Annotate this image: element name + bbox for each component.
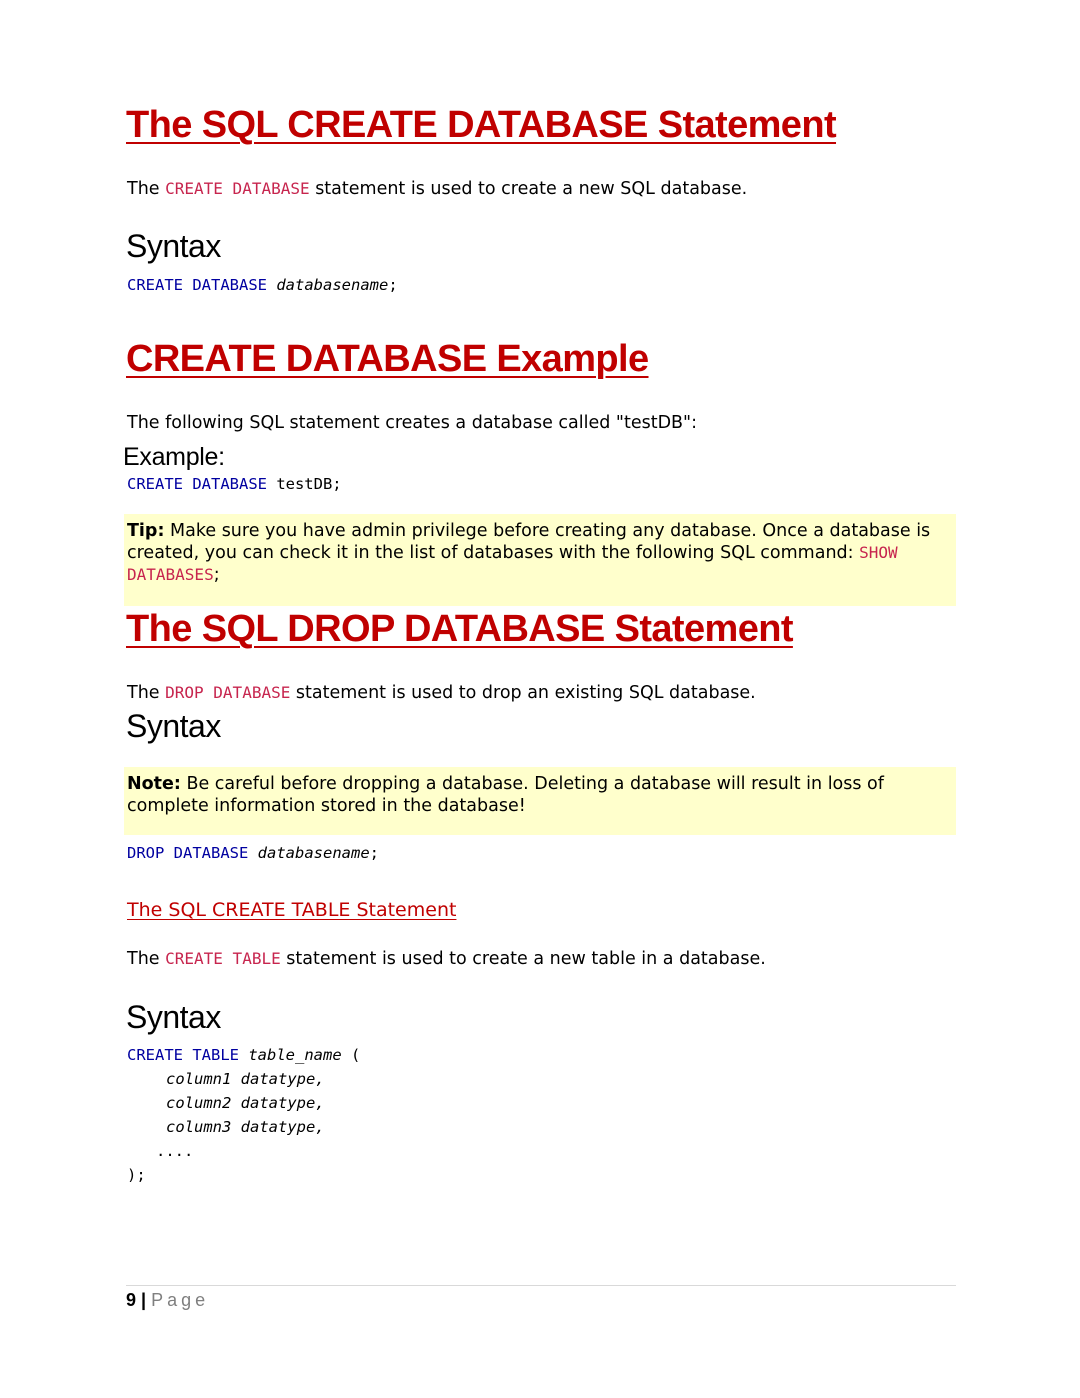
example-intro: The following SQL statement creates a database called "testDB": [127, 413, 698, 433]
syntax-label: Syntax [126, 708, 221, 744]
inline-code-keyword: DROP DATABASE [165, 683, 291, 702]
inline-code-keyword: SHOW [859, 543, 898, 562]
tip-label: Tip: [127, 521, 165, 541]
heading-create-table-link[interactable]: The SQL CREATE TABLE Statement [127, 899, 457, 921]
inline-code-keyword: CREATE DATABASE [165, 179, 310, 198]
code-drop-database: DROP DATABASE databasename; [127, 844, 379, 862]
inline-code-keyword: CREATE TABLE [165, 949, 281, 968]
example-label: Example: [123, 443, 225, 471]
code-create-table: CREATE TABLE table_name ( column1 datatype, column2 datatype, column3 datatype, .... ); [127, 1046, 361, 1184]
footer-divider [126, 1285, 956, 1286]
drop-database-intro: The DROP DATABASE statement is used to drop an existing SQL database. [127, 683, 756, 703]
create-database-intro: The CREATE DATABASE statement is used to create a new SQL database. [127, 179, 748, 199]
tip-box: Tip: Make sure you have admin privilege before creating any database. Once a database is created, you can check it in the list of databases with the following SQL command: SHOW DATABASES; [124, 514, 956, 606]
inline-code-keyword: DATABASES [127, 565, 214, 584]
syntax-label: Syntax [126, 999, 221, 1035]
code-create-testdb: CREATE DATABASE testDB; [127, 475, 342, 493]
page-footer: 9 | Page [126, 1290, 210, 1310]
create-table-intro: The CREATE TABLE statement is used to create a new table in a database. [127, 949, 766, 969]
heading-create-database: The SQL CREATE DATABASE Statement [126, 104, 837, 146]
note-box: Note: Be careful before dropping a database. Deleting a database will result in loss of complete information stored in the database! [124, 767, 956, 835]
syntax-label: Syntax [126, 228, 221, 264]
note-label: Note: [127, 774, 181, 794]
page-number: 9 [126, 1290, 137, 1310]
code-create-database: CREATE DATABASE databasename; [127, 276, 398, 294]
page-word: Page [151, 1290, 210, 1310]
heading-create-database-example: CREATE DATABASE Example [126, 338, 649, 380]
heading-drop-database: The SQL DROP DATABASE Statement [126, 608, 793, 650]
